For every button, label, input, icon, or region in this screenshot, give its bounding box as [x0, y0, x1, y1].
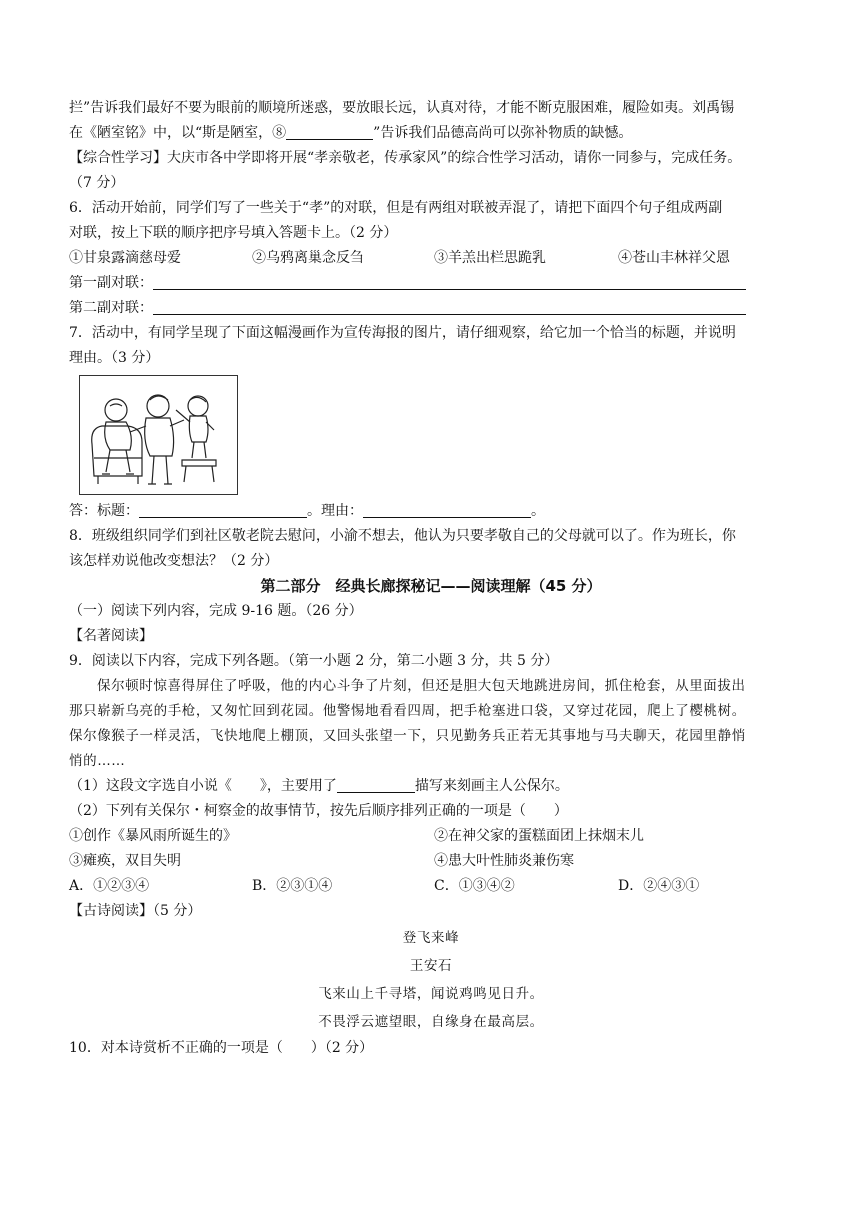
- question-10-text: 10．对本诗赏析不正确的一项是（ ）（2 分）: [69, 1040, 374, 1056]
- poem-reading-label: 【古诗阅读】（5 分）: [69, 903, 202, 919]
- paragraph-text: 拦”告诉我们最好不要为眼前的顺境所迷惑，要放眼长远，认真对待，才能不断克服困难，履险如夷。刘禹锡: [69, 100, 735, 116]
- text-line: [69, 649, 793, 674]
- couplet-option: ②乌鸦离巢念反刍: [252, 250, 364, 266]
- poem-author: 王安石: [409, 958, 453, 974]
- passage-text: 悄的……: [69, 753, 126, 769]
- poem-title-line: [69, 924, 793, 952]
- passage-text: 保尔顿时惊喜得屏住了呼吸，他的内心斗争了片刻，但还是胆大包天地跳进房间，抓住枪套，从里面拔出: [97, 678, 746, 694]
- first-couplet-blank[interactable]: [153, 273, 746, 290]
- reason-blank[interactable]: [363, 501, 531, 518]
- question-8-text: 8．班级组织同学们到社区敬老院去慰问，小渝不想去，他认为只要孝敬自己的父母就可以了。作为班长，你: [69, 528, 736, 544]
- choice-a[interactable]: A．①②③④: [69, 878, 150, 894]
- paragraph-text: ”告诉我们品德高尚可以弥补物质的缺憾。: [373, 125, 633, 141]
- poem-verse: 不畏浮云遮望眼，自缘身在最高层。: [318, 1014, 544, 1030]
- poem-verse: 飞来山上千寻塔，闻说鸡鸣见日升。: [318, 986, 544, 1002]
- answer-row: [69, 499, 793, 524]
- passage-line: [69, 724, 793, 749]
- question-7-text: 7．活动中，有同学呈现了下面这幅漫画作为宣传海报的图片，请仔细观察，给它加一个恰当的标题，并说明: [69, 325, 736, 341]
- reason-label: 。理由：: [307, 503, 363, 519]
- question-6-text: 6．活动开始前，同学们写了一些关于“孝”的对联，但是有两组对联被弄混了，请把下面四个句子组成两副: [69, 200, 723, 216]
- first-couplet-label: 第一副对联：: [69, 275, 153, 291]
- text-line: [69, 524, 793, 549]
- subquestion-1-text: 描写来刻画主人公保尔。: [414, 778, 569, 794]
- answer-blank-8[interactable]: [286, 123, 373, 140]
- question-6-text: 对联，按上下联的顺序把序号填入答题卡上。（2 分）: [69, 225, 398, 241]
- score-label: （7 分）: [69, 175, 125, 191]
- poem-title: 登飞来峰: [402, 930, 460, 946]
- plot-item: ①创作《暴风雨所诞生的》: [69, 828, 237, 844]
- paragraph-text: 在《陋室铭》中，以“斯是陋室，⑧: [69, 125, 287, 141]
- passage-text: 保尔像猴子一样灵活，飞快地爬上棚顶，又回头张望一下，只见勤务兵正若无其事地与马夫聊天，花园里静悄: [69, 728, 746, 744]
- plot-item-row: [69, 849, 793, 874]
- plot-item: ②在神父家的蛋糕面团上抹烟末儿: [434, 828, 644, 844]
- section-heading-comprehensive: 【综合性学习】大庆市各中学即将开展“孝亲敬老，传承家风”的综合性学习活动，请你一同参与，完成任务。: [69, 150, 742, 166]
- text-line: [69, 346, 793, 371]
- answer-row: [69, 296, 793, 321]
- couplet-option: ④苍山丰林祥父恩: [618, 250, 730, 266]
- question-7-text: 理由。（3 分）: [69, 350, 160, 366]
- choice-b[interactable]: B．②③①④: [252, 878, 333, 894]
- choice-d[interactable]: D．②④③①: [618, 878, 700, 894]
- text-line: [69, 121, 793, 146]
- text-line: [69, 624, 793, 649]
- question-8-text: 该怎样劝说他改变想法？（2 分）: [69, 553, 279, 569]
- subquestion-1-text: （1）这段文字选自小说《 》，主要用了: [69, 778, 337, 794]
- text-line: [69, 549, 793, 574]
- plot-item: ④患大叶性肺炎兼伤寒: [434, 853, 574, 869]
- text-line: [69, 146, 793, 171]
- option-row: [69, 246, 793, 271]
- plot-item-row: [69, 824, 793, 849]
- subquestion-2-text: （2）下列有关保尔・柯察金的故事情节，按先后顺序排列正确的一项是（ ）: [69, 803, 568, 819]
- cartoon-drawing: [80, 376, 237, 494]
- text-line: [69, 899, 793, 924]
- second-couplet-blank[interactable]: [153, 298, 746, 315]
- part-2-subheading: （一）阅读下列内容，完成 9-16 题。（26 分）: [69, 603, 363, 619]
- second-couplet-label: 第二副对联：: [69, 300, 153, 316]
- exam-page: [69, 96, 793, 1061]
- poem-line: [69, 980, 793, 1008]
- text-line: [69, 774, 793, 799]
- part-2-heading: [69, 574, 793, 599]
- question-9-text: 9．阅读以下内容，完成下列各题。（第一小题 2 分，第二小题 3 分，共 5 分）: [69, 653, 559, 669]
- text-line: [69, 799, 793, 824]
- description-method-blank[interactable]: [337, 776, 415, 793]
- period: 。: [531, 503, 545, 519]
- text-line: [69, 1036, 793, 1061]
- couplet-option: ①甘泉露滴慈母爱: [69, 250, 181, 266]
- plot-item: ③瘫痪，双目失明: [69, 853, 181, 869]
- text-line: [69, 96, 793, 121]
- text-line: [69, 599, 793, 624]
- passage-text: 那只崭新乌亮的手枪，又匆忙回到花园。他警惕地看看四周，把手枪塞进口袋，又穿过花园，爬上了樱桃树。: [69, 703, 746, 719]
- passage-line: [69, 674, 793, 699]
- couplet-option: ③羊羔出栏思跪乳: [434, 250, 546, 266]
- answer-row: [69, 271, 793, 296]
- choice-c[interactable]: C．①③④②: [434, 878, 515, 894]
- text-line: [69, 321, 793, 346]
- choice-row: [69, 874, 793, 899]
- text-line: [69, 221, 793, 246]
- passage-line: [69, 749, 793, 774]
- text-line: [69, 196, 793, 221]
- poem-line: [69, 1008, 793, 1036]
- cartoon-image: [79, 375, 238, 495]
- title-blank[interactable]: [139, 501, 307, 518]
- part-2-title: 第二部分 经典长廊探秘记——阅读理解（45 分）: [260, 577, 602, 595]
- title-label: 答：标题：: [69, 503, 139, 519]
- text-line: [69, 171, 793, 196]
- poem-author-line: [69, 952, 793, 980]
- passage-line: [69, 699, 793, 724]
- classic-reading-label: 【名著阅读】: [69, 628, 153, 644]
